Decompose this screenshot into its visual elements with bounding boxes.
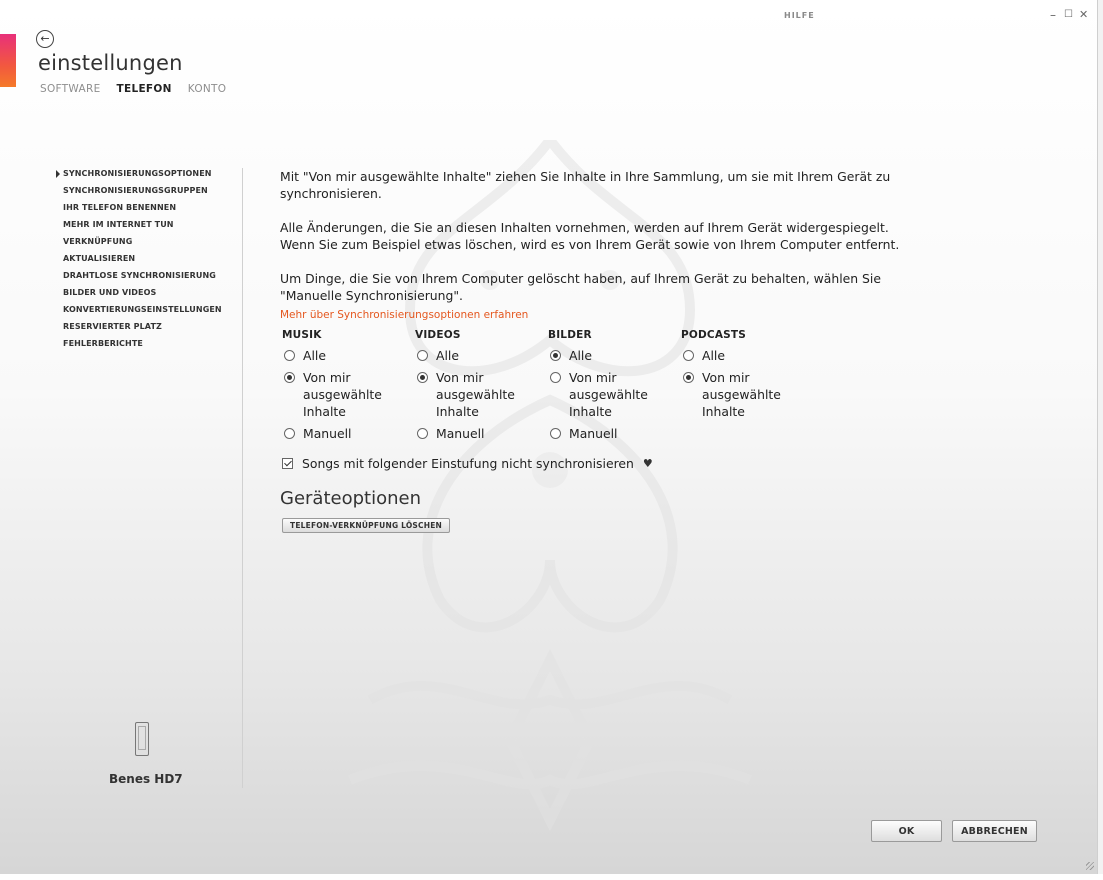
sidebar-divider xyxy=(242,168,243,788)
option-label: Manuell xyxy=(436,426,485,441)
music-header: MUSIK xyxy=(282,329,322,341)
option-label: Alle xyxy=(569,348,592,363)
option-label: Von mir ausgewählte Inhalte xyxy=(702,370,781,419)
option-label: Alle xyxy=(303,348,326,363)
podcasts-option-selected[interactable] xyxy=(681,369,801,420)
option-label: Von mir ausgewählte Inhalte xyxy=(303,370,382,419)
page-title: einstellungen xyxy=(38,51,183,75)
sidebar-nav xyxy=(63,168,222,355)
tab-telefon[interactable]: TELEFON xyxy=(116,83,172,95)
settings-tabs xyxy=(40,83,226,95)
pictures-option-selected[interactable] xyxy=(548,369,668,420)
radio-button[interactable] xyxy=(683,350,694,361)
sync-description xyxy=(280,168,900,321)
sidebar-item-synchronisierungsoptionen[interactable]: SYNCHRONISIERUNGSOPTIONEN xyxy=(63,168,222,185)
radio-button[interactable] xyxy=(284,350,295,361)
help-link[interactable]: HILFE xyxy=(784,11,815,20)
podcasts-option-all[interactable] xyxy=(681,347,801,364)
pictures-option-all[interactable] xyxy=(548,347,668,364)
radio-button[interactable] xyxy=(550,428,561,439)
tab-software[interactable]: SOFTWARE xyxy=(40,83,101,95)
description-paragraph-2: Alle Änderungen, die Sie an diesen Inhalten vornehmen, werden auf Ihrem Gerät widergespiegelt. Wenn Sie zum Beispiel etwas löschen, wird es von Ihrem Gerät sowie von Ihrem Computer entfernt. xyxy=(280,220,900,252)
phone-icon xyxy=(135,722,149,756)
radio-button[interactable] xyxy=(550,350,561,361)
music-option-all[interactable] xyxy=(282,347,402,364)
sidebar-item-aktualisieren[interactable]: AKTUALISIEREN xyxy=(63,254,136,263)
radio-button[interactable] xyxy=(550,372,561,383)
videos-sync-column xyxy=(415,329,535,447)
back-arrow-icon[interactable]: ← xyxy=(36,30,54,48)
device-name: Benes HD7 xyxy=(109,772,183,786)
learn-more-link[interactable]: Mehr über Synchronisierungsoptionen erfahren xyxy=(280,309,529,321)
description-paragraph-1: Mit "Von mir ausgewählte Inhalte" ziehen Sie Inhalte in Ihre Sammlung, um sie mit Ihrem Gerät zu synchronisieren. xyxy=(280,169,891,201)
podcasts-sync-column xyxy=(681,329,801,425)
music-option-selected[interactable] xyxy=(282,369,402,420)
cancel-button[interactable]: ABBRECHEN xyxy=(952,820,1037,842)
sidebar-item-fehlerberichte[interactable]: FEHLERBERICHTE xyxy=(63,339,143,348)
music-option-manual[interactable] xyxy=(282,425,402,442)
radio-button[interactable] xyxy=(417,350,428,361)
sidebar-item-telefon-benennen[interactable]: IHR TELEFON BENENNEN xyxy=(63,203,177,212)
podcasts-header: PODCASTS xyxy=(681,329,747,341)
radio-button[interactable] xyxy=(417,428,428,439)
maximize-icon[interactable]: ☐ xyxy=(1064,9,1073,20)
sidebar-item-konvertierung[interactable]: KONVERTIERUNGSEINSTELLUNGEN xyxy=(63,305,222,314)
pictures-option-manual[interactable] xyxy=(548,425,668,442)
sidebar-item-internet[interactable]: MEHR IM INTERNET TUN xyxy=(63,220,174,229)
exclude-rated-songs-checkbox[interactable] xyxy=(282,458,293,469)
option-label: Alle xyxy=(702,348,725,363)
minimize-icon[interactable]: – xyxy=(1050,8,1056,22)
exclude-rated-songs-label: Songs mit folgender Einstufung nicht synchronisieren xyxy=(302,456,634,471)
option-label: Von mir ausgewählte Inhalte xyxy=(569,370,648,419)
background-window-edge xyxy=(1097,0,1103,874)
videos-option-selected[interactable] xyxy=(415,369,535,420)
pictures-header: BILDER xyxy=(548,329,592,341)
radio-button[interactable] xyxy=(284,372,295,383)
unlink-phone-button[interactable]: TELEFON-VERKNÜPFUNG LÖSCHEN xyxy=(282,518,450,533)
radio-button[interactable] xyxy=(284,428,295,439)
videos-option-all[interactable] xyxy=(415,347,535,364)
option-label: Manuell xyxy=(303,426,352,441)
resize-grip[interactable] xyxy=(1086,862,1094,870)
music-sync-column xyxy=(282,329,402,447)
option-label: Von mir ausgewählte Inhalte xyxy=(436,370,515,419)
brand-accent-bar xyxy=(0,34,16,87)
sidebar-item-synchronisierungsgruppen[interactable]: SYNCHRONISIERUNGSGRUPPEN xyxy=(63,186,208,195)
radio-button[interactable] xyxy=(683,372,694,383)
ok-button[interactable]: OK xyxy=(871,820,942,842)
tab-konto[interactable]: KONTO xyxy=(187,83,227,95)
videos-header: VIDEOS xyxy=(415,329,461,341)
description-paragraph-3: Um Dinge, die Sie von Ihrem Computer gelöscht haben, auf Ihrem Gerät zu behalten, wählen Sie "Manuelle Synchronisierung". xyxy=(280,271,881,303)
device-options-title: Geräteoptionen xyxy=(280,488,421,509)
broken-heart-icon[interactable]: ♥ xyxy=(642,457,653,470)
option-label: Alle xyxy=(436,348,459,363)
sidebar-item-bilder-videos[interactable]: BILDER UND VIDEOS xyxy=(63,288,157,297)
sidebar-item-reservierter-platz[interactable]: RESERVIERTER PLATZ xyxy=(63,322,162,331)
exclude-rated-songs-row xyxy=(282,456,653,471)
videos-option-manual[interactable] xyxy=(415,425,535,442)
sidebar-item-drahtlose-synchronisierung[interactable]: DRAHTLOSE SYNCHRONISIERUNG xyxy=(63,271,216,280)
sidebar-item-verknuepfung[interactable]: VERKNÜPFUNG xyxy=(63,237,133,246)
option-label: Manuell xyxy=(569,426,618,441)
pictures-sync-column xyxy=(548,329,668,447)
close-icon[interactable]: ✕ xyxy=(1079,8,1089,21)
radio-button[interactable] xyxy=(417,372,428,383)
